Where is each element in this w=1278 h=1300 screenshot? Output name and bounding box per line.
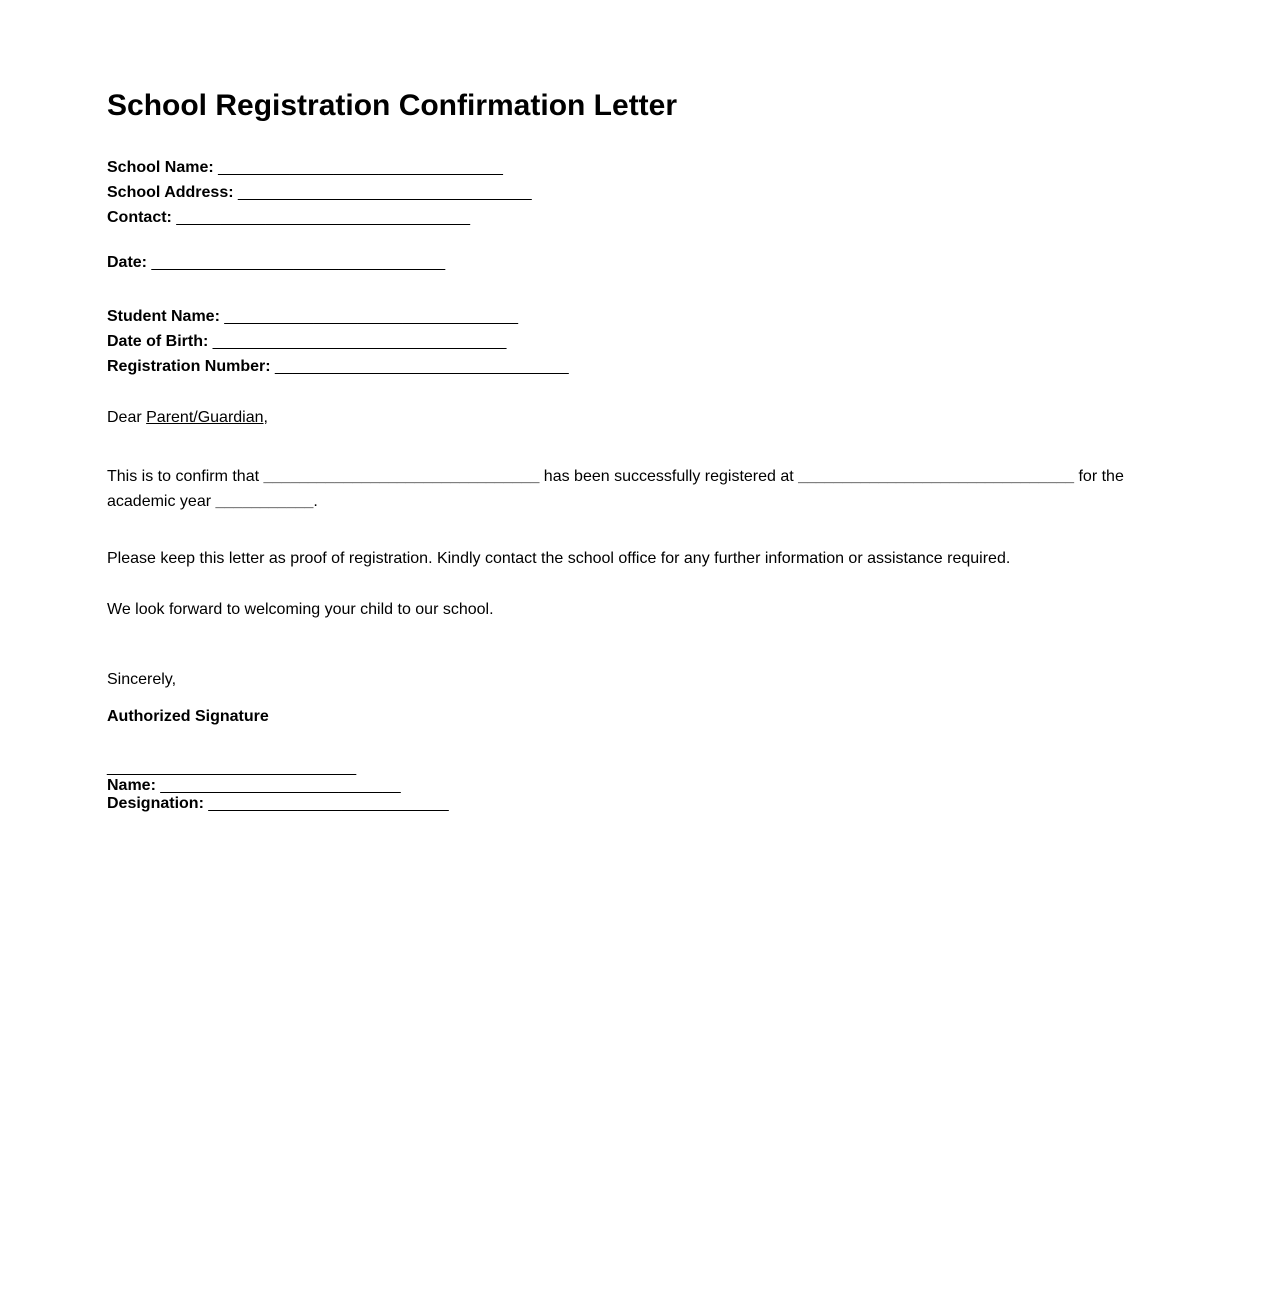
name-blank: ___________________________ — [160, 777, 401, 794]
student-name-inline-blank: _______________________________ — [263, 468, 540, 485]
contact-label: Contact: — [107, 209, 177, 226]
date-of-birth-label: Date of Birth: — [107, 333, 213, 350]
greeting-suffix: , — [263, 409, 268, 426]
school-address-line — [107, 180, 1147, 205]
school-name-inline-blank: _______________________________ — [798, 468, 1075, 485]
school-address-blank: _________________________________ — [237, 184, 532, 201]
registration-number-blank: _________________________________ — [275, 358, 569, 375]
page-title: School Registration Confirmation Letter — [107, 89, 678, 122]
date-blank: _________________________________ — [151, 254, 446, 271]
date-line — [107, 250, 1147, 275]
school-name-label: School Name: — [107, 159, 219, 176]
confirm-text-4: . — [313, 493, 318, 510]
confirm-text-3: for the academic year — [107, 468, 1124, 510]
greeting-line — [107, 405, 1147, 430]
confirm-text-2: has been successfully registered at — [539, 468, 799, 485]
contact-blank: _________________________________ — [176, 209, 470, 226]
date-of-birth-blank: _________________________________ — [212, 333, 507, 350]
name-label: Name: — [107, 777, 161, 794]
school-name-line — [107, 155, 1147, 180]
authorized-signature-heading: Authorized Signature — [107, 708, 269, 725]
registration-number-label: Registration Number: — [107, 358, 276, 375]
student-info-block — [107, 304, 1147, 379]
student-name-line — [107, 304, 1147, 329]
school-address-label: School Address: — [107, 184, 238, 201]
closing-line: Sincerely, — [107, 671, 177, 688]
school-name-blank: ________________________________ — [218, 159, 503, 176]
letter-content — [107, 89, 1147, 813]
welcome-paragraph: We look forward to welcoming your child to our school. — [107, 601, 494, 618]
designation-label: Designation: — [107, 795, 209, 812]
student-name-blank: _________________________________ — [224, 308, 518, 325]
academic-year-inline-blank: ___________ — [215, 493, 314, 510]
confirmation-paragraph — [107, 464, 1147, 514]
signature-block — [107, 759, 1147, 813]
greeting-prefix: Dear — [107, 409, 147, 426]
designation-blank: ___________________________ — [208, 795, 449, 812]
student-name-label: Student Name: — [107, 308, 225, 325]
signature-line-blank: ____________________________ — [107, 759, 357, 776]
registration-number-line — [107, 354, 1147, 379]
keep-letter-paragraph: Please keep this letter as proof of registration. Kindly contact the school office for any further information or assistance required. — [107, 550, 1011, 567]
confirm-text-1: This is to confirm that — [107, 468, 264, 485]
greeting-recipient: Parent/Guardian — [146, 409, 264, 426]
date-label: Date: — [107, 254, 152, 271]
date-of-birth-line — [107, 329, 1147, 354]
school-info-block — [107, 155, 1147, 230]
contact-line — [107, 205, 1147, 230]
